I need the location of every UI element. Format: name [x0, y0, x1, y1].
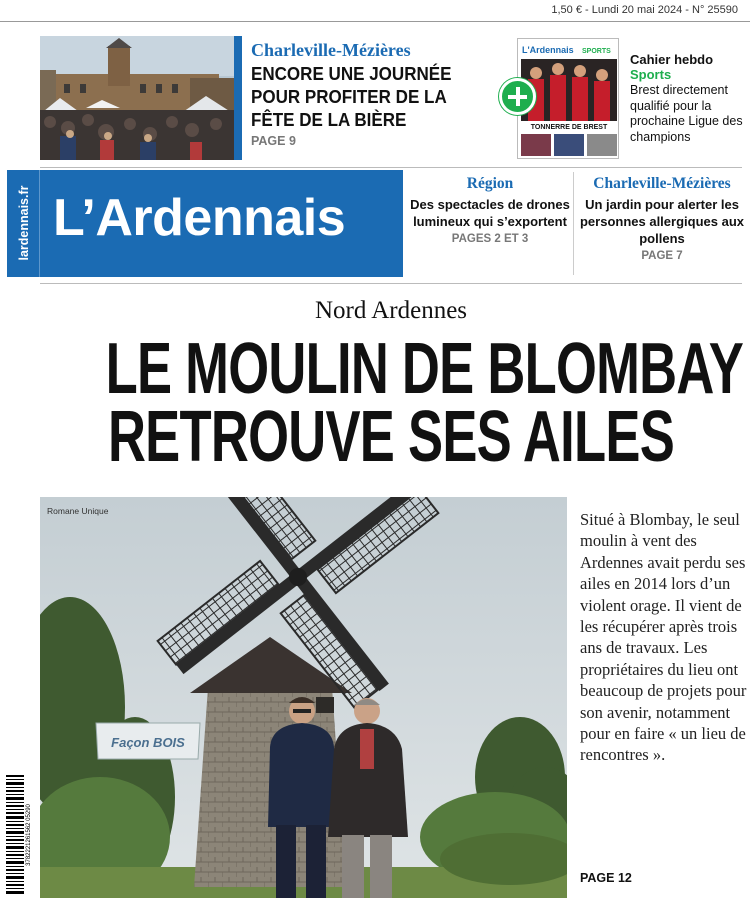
- main-headline-line2[interactable]: RETROUVE SES AILES: [107, 397, 675, 477]
- supplement-section: Sports: [630, 67, 672, 82]
- cover-section: SPORTS: [582, 48, 611, 55]
- supplement-heading: Cahier hebdo: [630, 52, 714, 67]
- charleville-teaser-page: PAGE 7: [641, 250, 683, 262]
- charleville-teaser-title: Un jardin pour alerter les personnes allergiques aux pollens: [579, 197, 744, 246]
- main-kicker: Nord Ardennes: [314, 297, 468, 324]
- teaser-photo-beer-festival[interactable]: [40, 36, 234, 160]
- region-teaser-title: Des spectacles de drones lumineux qui s’exportent: [410, 197, 570, 229]
- divider: [40, 283, 742, 284]
- teaser-headline[interactable]: ENCORE UNE JOURNÉE POUR PROFITER DE LA FÊTE DE LA BIÈRE: [251, 63, 452, 130]
- sign-text: Façon BOIS: [111, 735, 185, 750]
- charleville-teaser[interactable]: [578, 175, 746, 262]
- issue-line: 1,50 € - Lundi 20 mai 2024 - N° 25590: [551, 4, 738, 16]
- region-teaser[interactable]: [410, 175, 570, 245]
- issue-info-bar: [0, 0, 750, 22]
- main-story-page: PAGE 12: [580, 871, 632, 885]
- supplement-teaser-text[interactable]: Brest directement qualifié pour la prochaine Ligue des champions: [630, 83, 743, 144]
- region-teaser-page: PAGES 2 ET 3: [451, 233, 529, 245]
- newspaper-logo: L’Ardennais: [53, 189, 346, 247]
- main-headline-line1[interactable]: LE MOULIN DE BLOMBAY: [105, 329, 744, 409]
- main-story-text[interactable]: Situé à Blombay, le seul moulin à vent des Ardennes avait perdu ses ailes en 2014 lors d’un violent orage. Il vient de les récupérer après trois ans de travaux. Les propriétaires du lieu ont beaucoup de projets pour son avenir, notamment pour en faire « un lieu de rencontres ».: [580, 510, 747, 765]
- charleville-teaser-location: Charleville-Mézières: [593, 175, 731, 192]
- teaser-page-ref: PAGE 9: [251, 134, 296, 148]
- teaser-location: Charleville-Mézières: [251, 40, 411, 60]
- plus-icon: [499, 78, 536, 115]
- divider: [40, 167, 742, 168]
- barcode-number: 3782221261562 05290: [26, 804, 32, 866]
- masthead-divider: [39, 170, 40, 277]
- region-teaser-location: Région: [466, 175, 514, 192]
- windmill-photo[interactable]: [40, 497, 567, 898]
- teaser-accent-bar: [234, 36, 242, 160]
- photo-credit: Romane Unique: [47, 506, 109, 516]
- barcode: [4, 773, 34, 897]
- column-divider: [573, 172, 574, 275]
- cover-logo: L'Ardennais: [522, 45, 574, 55]
- masthead[interactable]: [7, 170, 403, 277]
- cover-headline: TONNERRE DE BREST: [530, 124, 608, 131]
- masthead-site: lardennais.fr: [17, 185, 31, 261]
